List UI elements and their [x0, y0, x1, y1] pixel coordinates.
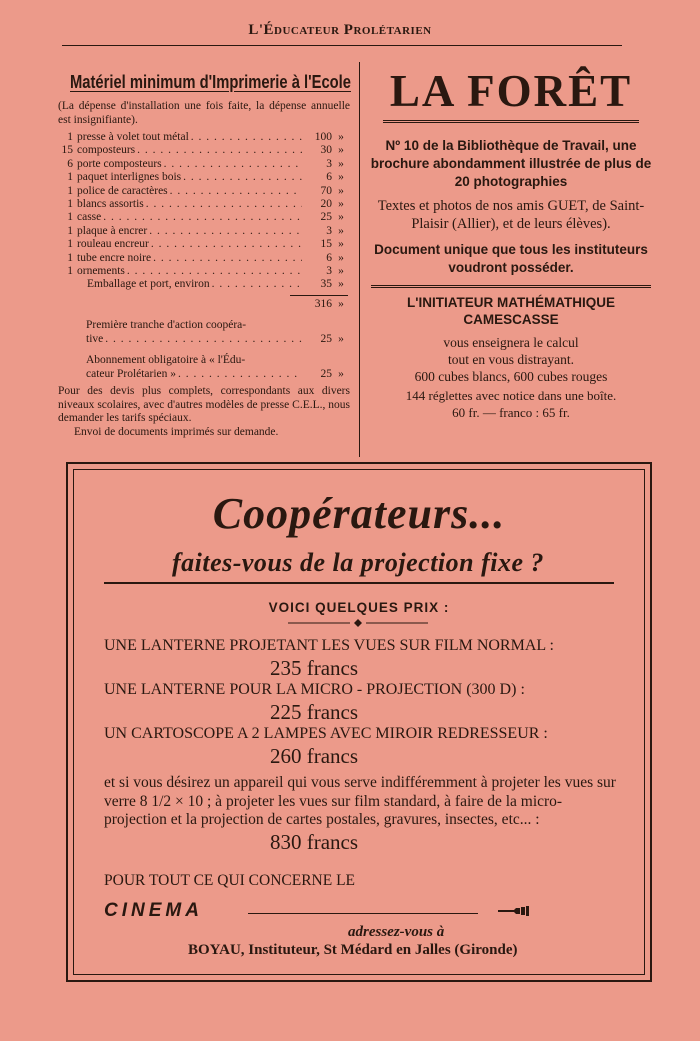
- right-column: [368, 66, 654, 421]
- material-item: 1 ornements . . . 3 »: [58, 265, 350, 278]
- material-intro: (La dépense d'installation une fois faite, la dépense annuelle est insignifiante).: [58, 100, 350, 126]
- material-item: 1 paquet interlignes bois . . . 6 »: [58, 171, 350, 184]
- cooperateurs-ad: [66, 462, 652, 982]
- material-title: Matériel minimum d'Imprimerie à l'Ecole: [70, 72, 351, 92]
- price-list: [104, 636, 624, 854]
- extra-costs: [58, 319, 350, 381]
- material-total: 316 »: [314, 297, 344, 310]
- foret-title: LA FORÊT: [389, 66, 633, 116]
- cinema-rule: [248, 913, 478, 914]
- left-column: [58, 72, 350, 439]
- material-item: 1 blancs assortis . . . 20 »: [58, 198, 350, 211]
- pointing-hand-icon: [496, 904, 532, 918]
- foret-description: Nº 10 de la Bibliothèque de Travail, une brochure abondamment illustrée de plus de 20 photographies: [370, 138, 652, 189]
- price-item-3: UN CARTOSCOPE A 2 LAMPES AVEC MIROIR REDRESSEUR :: [104, 725, 548, 742]
- material-outro-2: Envoi de documents imprimés sur demande.: [74, 425, 279, 438]
- material-outro: Pour des devis plus complets, correspondants aux divers niveaux scolaires, avec d'autres modèles de presse C.E.L., nous demander les tarifs spéciaux.: [58, 384, 350, 425]
- cinema-intro: POUR TOUT CE QUI CONCERNE LE: [104, 872, 356, 889]
- right-rule: [371, 285, 651, 288]
- material-item: Emballage et port, environ . . . 35 »: [58, 278, 350, 291]
- price-item-4: et si vous désirez un appareil qui vous serve indifféremment à projeter les vues sur verre 8 1/2 × 10 ; à projeter les vues sur film standard, à faire de la micro-projection et la projection de cartes postales, gravures, insectes, etc... :: [104, 774, 616, 828]
- extra-line: Première tranche d'action coopéra-: [86, 319, 247, 332]
- ad-title: Coopérateurs...: [212, 489, 506, 538]
- material-item: 1 rouleau encreur . . . 15 »: [58, 238, 350, 251]
- price-3: 260 francs: [269, 744, 359, 768]
- column-divider: [359, 62, 360, 457]
- material-item: 1 tube encre noire . . . 6 »: [58, 252, 350, 265]
- initiateur-text: vous enseignera le calcul tout en vous distrayant. 600 cubes blancs, 600 cubes rouges: [414, 335, 608, 384]
- total-rule: [290, 295, 348, 296]
- address-intro: adressez-vous à: [348, 924, 445, 940]
- price-2: 225 francs: [269, 700, 359, 724]
- foret-rule: [383, 120, 639, 123]
- running-header: L'Éducateur Prolétarien: [248, 22, 432, 38]
- material-item: 1 plaque à encrer . . . 3 »: [58, 225, 350, 238]
- price-4: 830 francs: [269, 829, 359, 854]
- extra-row: cateur Prolétarien » . . . 25 »: [58, 368, 350, 381]
- material-item: 15 composteurs . . . 30 »: [58, 144, 350, 157]
- address-line: BOYAU, Instituteur, St Médard en Jalles (Gironde): [188, 942, 518, 958]
- ad-subtitle-rule: [104, 582, 614, 584]
- price-item-1: UNE LANTERNE PROJETANT LES VUES SUR FILM NORMAL :: [104, 637, 554, 654]
- initiateur-title: L'INITIATEUR MATHÉMATHIQUE CAMESCASSE: [407, 295, 615, 327]
- price-item-2: UNE LANTERNE POUR LA MICRO - PROJECTION (300 D) :: [104, 681, 525, 698]
- material-item: 6 porte composteurs . . . 3 »: [58, 158, 350, 171]
- cinema-word: CINEMA: [104, 900, 203, 921]
- foret-tagline: Document unique que tous les instituteurs voudront posséder.: [374, 242, 648, 275]
- material-item: 1 presse à volet tout métal . . . 100 »: [58, 131, 350, 144]
- material-item: 1 casse . . . 25 »: [58, 211, 350, 224]
- foret-credits: Textes et photos de nos amis GUET, de Saint-Plaisir (Allier), et de leurs élèves).: [377, 198, 645, 232]
- ad-subtitle: faites-vous de la projection fixe ?: [171, 548, 545, 577]
- initiateur-price: 144 réglettes avec notice dans une boîte. 60 fr. — franco : 65 fr.: [405, 388, 617, 420]
- price-1: 235 francs: [269, 656, 359, 680]
- material-item: 1 police de caractères . . . 70 »: [58, 185, 350, 198]
- extra-line: Abonnement obligatoire à « l'Édu-: [86, 354, 246, 367]
- ornament-divider: [288, 618, 428, 628]
- header-rule: [62, 45, 622, 46]
- prices-heading: VOICI QUELQUES PRIX :: [268, 600, 450, 615]
- material-list: [58, 131, 350, 292]
- extra-row: tive . . . 25 »: [58, 333, 350, 346]
